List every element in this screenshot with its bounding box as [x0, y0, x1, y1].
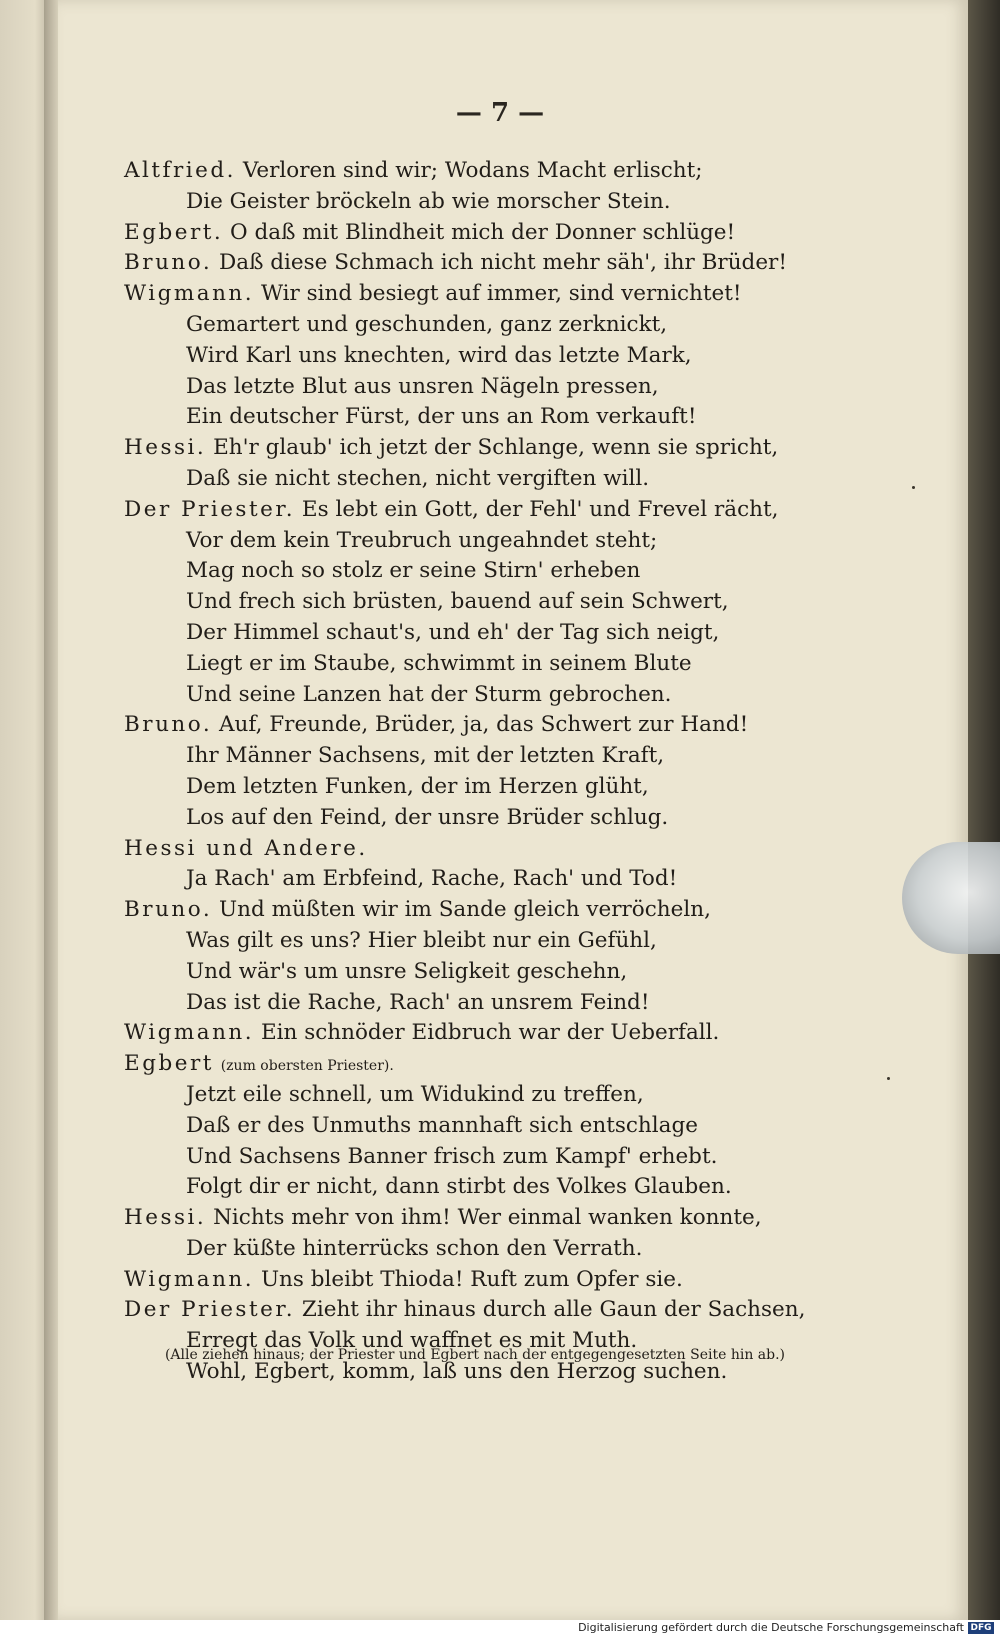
verse-line: [124, 526, 844, 557]
verse-text: Gemartert und geschunden, ganz zerknickt,: [186, 311, 668, 337]
verse-text: Die Geister bröckeln ab wie morscher Stein.: [186, 188, 671, 214]
speaker-name: Wigmann.: [124, 281, 255, 307]
verse-line: [124, 803, 844, 834]
verse-line: [124, 1080, 844, 1111]
right-cover-edge: [968, 0, 1000, 1620]
speaker-line: [124, 834, 844, 865]
verse-line: [124, 1234, 844, 1265]
verse-text: Was gilt es uns? Hier bleibt nur ein Gefühl,: [186, 927, 657, 953]
verse-text: Auf, Freunde, Brüder, ja, das Schwert zur Hand!: [219, 712, 749, 738]
verse-line: [124, 1111, 844, 1142]
speaker-name: Bruno.: [124, 250, 213, 276]
speaker-line: [124, 279, 844, 310]
speaker-line: [124, 1265, 844, 1296]
book-gutter: [44, 0, 58, 1620]
verse-line: [124, 741, 844, 772]
verse-text: Daß er des Unmuths mannhaft sich entschlage: [186, 1112, 698, 1138]
verse-line: [124, 957, 844, 988]
verse-line: [124, 680, 844, 711]
speaker-name: Hessi.: [124, 435, 207, 461]
verse-text: Mag noch so stolz er seine Stirn' erheben: [186, 558, 641, 584]
speaker-line: [124, 1295, 844, 1326]
speaker-name: Wigmann.: [124, 1266, 255, 1292]
verse-text: Folgt dir er nicht, dann stirbt des Volkes Glauben.: [186, 1174, 732, 1200]
verse-text: Der Himmel schaut's, und eh' der Tag sich neigt,: [186, 619, 720, 645]
verse-line: [124, 341, 844, 372]
verse-text: Und seine Lanzen hat der Sturm gebrochen.: [186, 681, 672, 707]
verse-line: [124, 772, 844, 803]
verse-line: [124, 372, 844, 403]
speaker-name: Hessi und Andere.: [124, 835, 368, 861]
verse-text: Wird Karl uns knechten, wird das letzte Mark,: [186, 342, 692, 368]
verse-line: [124, 187, 844, 218]
verse-text: Der küßte hinterrücks schon den Verrath.: [186, 1235, 643, 1261]
speaker-name: Der Priester.: [124, 496, 296, 522]
verse-line: [124, 926, 844, 957]
speaker-line: [124, 1203, 844, 1234]
verse-text: Wir sind besiegt auf immer, sind vernichtet!: [260, 281, 742, 307]
verse-line: [124, 464, 844, 495]
verse-text: Daß sie nicht stechen, nicht vergiften will.: [186, 465, 650, 491]
page-number: — 7 —: [455, 98, 545, 128]
speaker-name: Egbert: [124, 1051, 214, 1077]
verse-text: Verloren sind wir; Wodans Macht erlischt;: [242, 158, 703, 183]
verse-line: [124, 310, 844, 341]
speck: [912, 486, 915, 489]
speaker-line: [124, 218, 844, 249]
verse-line: [124, 649, 844, 680]
verse-text: Und wär's um unsre Seligkeit geschehn,: [186, 958, 628, 984]
verse-text: Ja Rach' am Erbfeind, Rache, Rach' und Tod!: [186, 866, 678, 892]
verse-text: Ein deutscher Fürst, der uns an Rom verkauft!: [186, 404, 697, 430]
verse-text: Und frech sich brüsten, bauend auf sein Schwert,: [186, 589, 729, 615]
speaker-line: [124, 156, 844, 187]
verse-text: Zieht ihr hinaus durch alle Gaun der Sachsen,: [301, 1297, 806, 1323]
verse-text: Uns bleibt Thioda! Ruft zum Opfer sie.: [260, 1266, 683, 1292]
speaker-line: [124, 248, 844, 279]
verse-text: Und müßten wir im Sande gleich verröcheln,: [219, 897, 711, 923]
speck: [887, 1077, 890, 1080]
speaker-line: [124, 1018, 844, 1049]
speaker-name: Der Priester.: [124, 1297, 296, 1323]
speaker-name: Egbert.: [124, 219, 224, 245]
verse-text: Wohl, Egbert, komm, laß uns den Herzog suchen.: [186, 1359, 728, 1385]
dfg-logo: DFG: [968, 1622, 994, 1634]
verse-text: Das letzte Blut aus unsren Nägeln pressen,: [186, 373, 659, 399]
verse-line: [124, 402, 844, 433]
verse-text: Vor dem kein Treubruch ungeahndet steht;: [186, 527, 658, 553]
speaker-name: Bruno.: [124, 712, 213, 738]
verse-text: Ein schnöder Eidbruch war der Ueberfall.: [260, 1020, 720, 1046]
speaker-name: Altfried.: [124, 158, 236, 183]
verse-line: [124, 1172, 844, 1203]
verse-line: [124, 988, 844, 1019]
speaker-name: Hessi.: [124, 1205, 207, 1231]
speaker-line: [124, 433, 844, 464]
verse-text: Und Sachsens Banner frisch zum Kampf' erhebt.: [186, 1143, 718, 1169]
verse-line: [124, 1142, 844, 1173]
verse-text: Dem letzten Funken, der im Herzen glüht,: [186, 773, 649, 799]
verse-text: Erregt das Volk und waffnet es mit Muth.: [186, 1328, 638, 1354]
verse-text: Das ist die Rache, Rach' an unsrem Feind!: [186, 989, 650, 1015]
verse-text: Los auf den Feind, der unsre Brüder schlug.: [186, 804, 669, 830]
speaker-name: Bruno.: [124, 897, 213, 923]
verse-line: [124, 864, 844, 895]
digitization-credit: Digitalisierung gefördert durch die Deutsche Forschungsgemeinschaft: [578, 1621, 964, 1634]
verse-text: Es lebt ein Gott, der Fehl' und Frevel rächt,: [301, 496, 779, 522]
verse-text: Jetzt eile schnell, um Widukind zu treffen,: [186, 1081, 644, 1107]
verse-text: Nichts mehr von ihm! Wer einmal wanken konnte,: [213, 1205, 762, 1231]
verse-text: Daß diese Schmach ich nicht mehr säh', ihr Brüder!: [219, 250, 787, 276]
speaker-line: [124, 495, 844, 526]
verse-line: [124, 556, 844, 587]
verse-line: [124, 618, 844, 649]
stage-direction: (Alle ziehen hinaus; der Priester und Egbert nach der entgegengesetzten Seite hin ab.): [164, 1347, 786, 1363]
speaker-line: [124, 1049, 844, 1080]
speaker-line: [124, 710, 844, 741]
verse-text: Eh'r glaub' ich jetzt der Schlange, wenn sie spricht,: [213, 435, 779, 461]
left-page-edge: [0, 0, 50, 1620]
verse-line: [124, 587, 844, 618]
verse-text: Ihr Männer Sachsens, mit der letzten Kraft,: [186, 743, 665, 769]
verse-text: O daß mit Blindheit mich der Donner schlüge!: [230, 219, 736, 245]
inline-stage-direction: (zum obersten Priester).: [220, 1058, 394, 1075]
speaker-line: [124, 895, 844, 926]
play-text: [124, 156, 844, 1388]
verse-text: Liegt er im Staube, schwimmt in seinem Blute: [186, 650, 692, 676]
speaker-name: Wigmann.: [124, 1020, 255, 1046]
